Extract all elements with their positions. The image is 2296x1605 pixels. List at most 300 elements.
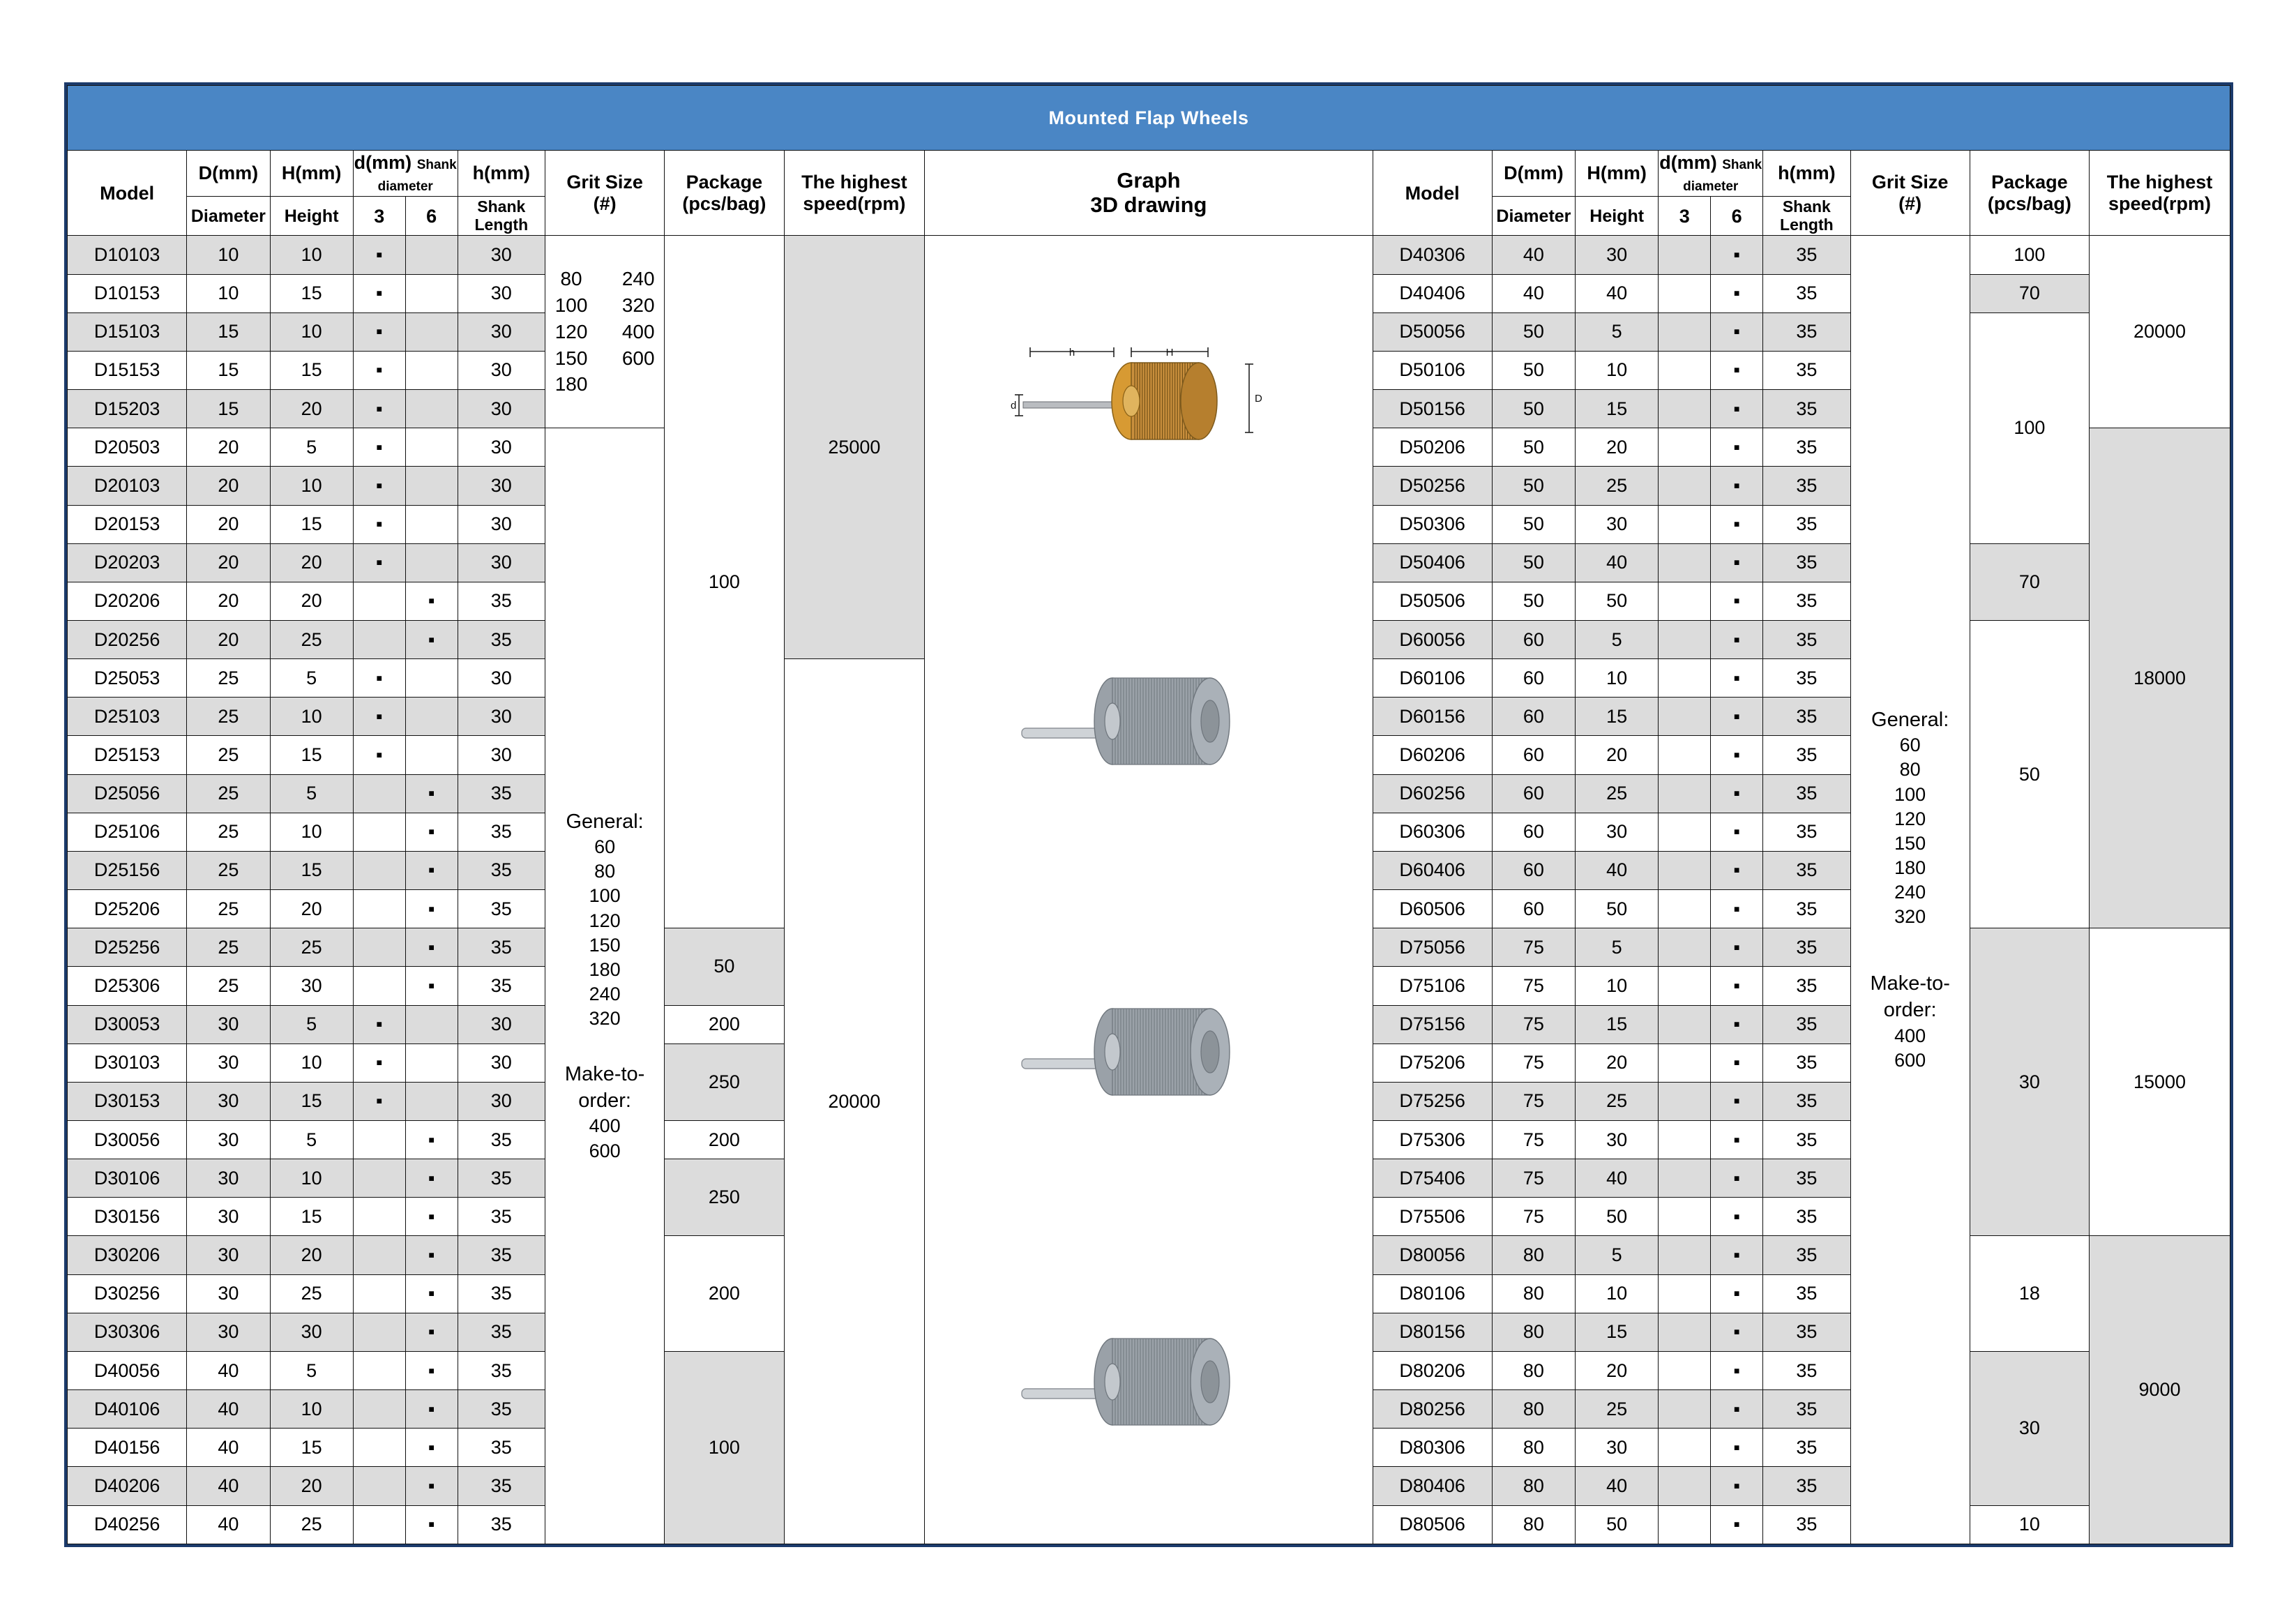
shank3-cell-left bbox=[353, 1467, 405, 1505]
shank3-cell-right bbox=[1659, 390, 1711, 428]
grit-cell-right: General: 60 80 100 120 150 180 240 320 Make-to- order: 400 600 bbox=[1850, 236, 1970, 1544]
package-cell-right: 30 bbox=[1970, 1351, 2089, 1505]
height-cell-right: 10 bbox=[1576, 1274, 1659, 1313]
shank6-cell-right: ▪ bbox=[1711, 1467, 1763, 1505]
shank3-cell-right bbox=[1659, 813, 1711, 851]
height-cell-left: 5 bbox=[270, 1121, 353, 1159]
height-cell-right: 30 bbox=[1576, 505, 1659, 543]
model-cell-left: D40106 bbox=[68, 1390, 187, 1429]
height-cell-right: 50 bbox=[1576, 582, 1659, 620]
height-cell-right: 20 bbox=[1576, 736, 1659, 774]
model-cell-right: D80256 bbox=[1373, 1390, 1492, 1429]
shank-length-cell-right: 35 bbox=[1763, 698, 1850, 736]
speed-cell-right: 18000 bbox=[2090, 428, 2230, 928]
shank-length-cell-right: 35 bbox=[1763, 312, 1850, 351]
model-cell-right: D60306 bbox=[1373, 813, 1492, 851]
shank6-cell-right: ▪ bbox=[1711, 1313, 1763, 1351]
shank6-cell-right: ▪ bbox=[1711, 928, 1763, 967]
diameter-cell-right: 60 bbox=[1492, 698, 1575, 736]
shank3-cell-left: ▪ bbox=[353, 698, 405, 736]
height-cell-right: 30 bbox=[1576, 1429, 1659, 1467]
diameter-cell-right: 50 bbox=[1492, 505, 1575, 543]
shank-length-cell-left: 30 bbox=[458, 236, 545, 274]
diameter-cell-right: 60 bbox=[1492, 890, 1575, 928]
model-cell-left: D20256 bbox=[68, 620, 187, 658]
header-model-right: Model bbox=[1373, 151, 1492, 236]
shank-length-cell-left: 35 bbox=[458, 620, 545, 658]
model-cell-right: D75306 bbox=[1373, 1121, 1492, 1159]
shank3-cell-right bbox=[1659, 1236, 1711, 1274]
shank6-cell-right: ▪ bbox=[1711, 390, 1763, 428]
diameter-cell-left: 30 bbox=[187, 1005, 270, 1043]
shank6-cell-left bbox=[405, 390, 458, 428]
model-cell-right: D60406 bbox=[1373, 851, 1492, 889]
header-d-left: D(mm) bbox=[187, 151, 270, 197]
header-height-left: Height bbox=[270, 197, 353, 236]
diameter-cell-left: 15 bbox=[187, 351, 270, 389]
diameter-cell-right: 50 bbox=[1492, 390, 1575, 428]
height-cell-left: 15 bbox=[270, 1082, 353, 1120]
svg-text:d: d bbox=[1010, 400, 1017, 412]
height-cell-right: 10 bbox=[1576, 351, 1659, 389]
height-cell-left: 15 bbox=[270, 1198, 353, 1236]
diameter-cell-right: 75 bbox=[1492, 1005, 1575, 1043]
shank-length-cell-right: 35 bbox=[1763, 813, 1850, 851]
shank-length-cell-left: 35 bbox=[458, 1467, 545, 1505]
diameter-cell-left: 30 bbox=[187, 1082, 270, 1120]
height-cell-left: 15 bbox=[270, 274, 353, 312]
diameter-cell-right: 75 bbox=[1492, 1043, 1575, 1082]
model-cell-left: D25106 bbox=[68, 813, 187, 851]
height-cell-left: 20 bbox=[270, 390, 353, 428]
shank6-cell-right: ▪ bbox=[1711, 1236, 1763, 1274]
shank-length-cell-left: 30 bbox=[458, 1043, 545, 1082]
model-cell-right: D60206 bbox=[1373, 736, 1492, 774]
height-cell-right: 25 bbox=[1576, 467, 1659, 505]
height-cell-left: 10 bbox=[270, 236, 353, 274]
model-cell-right: D50106 bbox=[1373, 351, 1492, 389]
diameter-cell-right: 60 bbox=[1492, 774, 1575, 813]
diameter-cell-left: 25 bbox=[187, 698, 270, 736]
model-cell-right: D50056 bbox=[1373, 312, 1492, 351]
shank6-cell-right: ▪ bbox=[1711, 312, 1763, 351]
diameter-cell-left: 30 bbox=[187, 1159, 270, 1198]
shank-length-cell-right: 35 bbox=[1763, 543, 1850, 582]
diameter-cell-left: 25 bbox=[187, 774, 270, 813]
model-cell-right: D50306 bbox=[1373, 505, 1492, 543]
shank6-cell-left: ▪ bbox=[405, 1351, 458, 1389]
shank3-cell-left bbox=[353, 1159, 405, 1198]
model-cell-left: D25156 bbox=[68, 851, 187, 889]
height-cell-right: 5 bbox=[1576, 928, 1659, 967]
table-row bbox=[68, 236, 2230, 274]
model-cell-left: D20103 bbox=[68, 467, 187, 505]
shank-length-cell-left: 30 bbox=[458, 1005, 545, 1043]
height-cell-left: 5 bbox=[270, 774, 353, 813]
shank-length-cell-left: 35 bbox=[458, 1274, 545, 1313]
diameter-cell-left: 20 bbox=[187, 620, 270, 658]
height-cell-left: 25 bbox=[270, 1274, 353, 1313]
shank-length-cell-left: 35 bbox=[458, 1390, 545, 1429]
shank6-cell-right: ▪ bbox=[1711, 274, 1763, 312]
model-cell-left: D20503 bbox=[68, 428, 187, 467]
model-cell-left: D15153 bbox=[68, 351, 187, 389]
shank3-cell-left: ▪ bbox=[353, 1082, 405, 1120]
diameter-cell-right: 60 bbox=[1492, 659, 1575, 698]
diameter-cell-right: 75 bbox=[1492, 1159, 1575, 1198]
flap-wheel-3d-icon bbox=[1009, 645, 1288, 791]
model-cell-right: D75206 bbox=[1373, 1043, 1492, 1082]
shank6-cell-right: ▪ bbox=[1711, 1005, 1763, 1043]
shank3-cell-left: ▪ bbox=[353, 467, 405, 505]
height-cell-left: 15 bbox=[270, 505, 353, 543]
height-cell-left: 10 bbox=[270, 312, 353, 351]
model-cell-right: D75256 bbox=[1373, 1082, 1492, 1120]
shank3-cell-right bbox=[1659, 736, 1711, 774]
shank3-cell-left: ▪ bbox=[353, 1005, 405, 1043]
height-cell-left: 25 bbox=[270, 1505, 353, 1544]
shank3-cell-left: ▪ bbox=[353, 736, 405, 774]
diameter-cell-right: 50 bbox=[1492, 428, 1575, 467]
shank6-cell-left: ▪ bbox=[405, 774, 458, 813]
height-cell-right: 20 bbox=[1576, 1043, 1659, 1082]
diameter-cell-left: 15 bbox=[187, 312, 270, 351]
shank3-cell-left bbox=[353, 1198, 405, 1236]
height-cell-left: 10 bbox=[270, 813, 353, 851]
shank6-cell-left bbox=[405, 312, 458, 351]
diameter-cell-right: 50 bbox=[1492, 582, 1575, 620]
diameter-cell-left: 40 bbox=[187, 1467, 270, 1505]
height-cell-left: 25 bbox=[270, 928, 353, 967]
shank3-cell-right bbox=[1659, 1121, 1711, 1159]
height-cell-right: 20 bbox=[1576, 428, 1659, 467]
dimension-diagram-icon bbox=[1009, 328, 1288, 460]
shank3-cell-right bbox=[1659, 236, 1711, 274]
shank-length-cell-right: 35 bbox=[1763, 851, 1850, 889]
model-cell-right: D50156 bbox=[1373, 390, 1492, 428]
height-cell-right: 40 bbox=[1576, 543, 1659, 582]
shank-length-cell-left: 35 bbox=[458, 890, 545, 928]
page-title: Mounted Flap Wheels bbox=[68, 86, 2230, 151]
height-cell-left: 5 bbox=[270, 1351, 353, 1389]
model-cell-right: D40306 bbox=[1373, 236, 1492, 274]
model-cell-left: D25056 bbox=[68, 774, 187, 813]
height-cell-left: 15 bbox=[270, 851, 353, 889]
header-shank6-left: 6 bbox=[405, 197, 458, 236]
shank6-cell-right: ▪ bbox=[1711, 659, 1763, 698]
header-shank-d-right: d(mm) Shank diameter bbox=[1659, 151, 1763, 197]
shank-length-cell-right: 35 bbox=[1763, 351, 1850, 389]
package-cell-left: 250 bbox=[665, 1159, 784, 1236]
model-cell-left: D30106 bbox=[68, 1159, 187, 1198]
shank6-cell-left bbox=[405, 467, 458, 505]
grit-cell-left: 80 100 120 150 180 240 320 400 600 bbox=[545, 236, 665, 428]
shank3-cell-right bbox=[1659, 1390, 1711, 1429]
diameter-cell-right: 40 bbox=[1492, 236, 1575, 274]
shank-length-cell-right: 35 bbox=[1763, 1313, 1850, 1351]
diameter-cell-left: 20 bbox=[187, 505, 270, 543]
header-d-right: D(mm) bbox=[1492, 151, 1575, 197]
shank-length-cell-left: 35 bbox=[458, 1159, 545, 1198]
header-height-right: Height bbox=[1576, 197, 1659, 236]
shank6-cell-left: ▪ bbox=[405, 890, 458, 928]
height-cell-left: 10 bbox=[270, 1159, 353, 1198]
height-cell-left: 20 bbox=[270, 582, 353, 620]
shank-length-cell-right: 35 bbox=[1763, 390, 1850, 428]
shank3-cell-right bbox=[1659, 543, 1711, 582]
header-h-right: H(mm) bbox=[1576, 151, 1659, 197]
package-cell-right: 30 bbox=[1970, 928, 2089, 1236]
model-cell-right: D40406 bbox=[1373, 274, 1492, 312]
shank-length-cell-right: 35 bbox=[1763, 1274, 1850, 1313]
shank3-cell-left bbox=[353, 1429, 405, 1467]
model-cell-left: D30056 bbox=[68, 1121, 187, 1159]
shank3-cell-right bbox=[1659, 1198, 1711, 1236]
shank-length-cell-left: 30 bbox=[458, 543, 545, 582]
height-cell-right: 5 bbox=[1576, 312, 1659, 351]
diameter-cell-right: 75 bbox=[1492, 1082, 1575, 1120]
shank6-cell-left: ▪ bbox=[405, 1467, 458, 1505]
diameter-cell-left: 30 bbox=[187, 1198, 270, 1236]
flap-wheel-3d-icon bbox=[1009, 975, 1288, 1122]
package-cell-right: 100 bbox=[1970, 236, 2089, 274]
diameter-cell-left: 40 bbox=[187, 1390, 270, 1429]
model-cell-right: D80406 bbox=[1373, 1467, 1492, 1505]
shank-length-cell-left: 35 bbox=[458, 1429, 545, 1467]
shank-length-cell-left: 35 bbox=[458, 851, 545, 889]
shank6-cell-right: ▪ bbox=[1711, 774, 1763, 813]
height-cell-right: 10 bbox=[1576, 659, 1659, 698]
diameter-cell-right: 80 bbox=[1492, 1467, 1575, 1505]
shank-length-cell-left: 35 bbox=[458, 967, 545, 1005]
header-grit-right: Grit Size (#) bbox=[1850, 151, 1970, 236]
flap-wheels-table bbox=[67, 85, 2230, 1544]
shank-length-cell-right: 35 bbox=[1763, 582, 1850, 620]
shank-length-cell-right: 35 bbox=[1763, 505, 1850, 543]
height-cell-right: 40 bbox=[1576, 851, 1659, 889]
shank6-cell-left: ▪ bbox=[405, 967, 458, 1005]
diameter-cell-left: 25 bbox=[187, 928, 270, 967]
model-cell-right: D50256 bbox=[1373, 467, 1492, 505]
shank3-cell-left: ▪ bbox=[353, 543, 405, 582]
speed-cell-left: 25000 bbox=[784, 236, 925, 659]
package-cell-right: 50 bbox=[1970, 620, 2089, 928]
shank3-cell-right bbox=[1659, 351, 1711, 389]
package-cell-right: 10 bbox=[1970, 1505, 2089, 1544]
height-cell-right: 40 bbox=[1576, 1467, 1659, 1505]
shank3-cell-right bbox=[1659, 1429, 1711, 1467]
shank6-cell-right: ▪ bbox=[1711, 967, 1763, 1005]
diameter-cell-left: 30 bbox=[187, 1313, 270, 1351]
header-grit-left: Grit Size (#) bbox=[545, 151, 665, 236]
shank6-cell-left: ▪ bbox=[405, 1198, 458, 1236]
diameter-cell-left: 40 bbox=[187, 1351, 270, 1389]
model-cell-right: D75506 bbox=[1373, 1198, 1492, 1236]
height-cell-right: 30 bbox=[1576, 236, 1659, 274]
diameter-cell-left: 10 bbox=[187, 236, 270, 274]
shank3-cell-left bbox=[353, 1121, 405, 1159]
header-model-left: Model bbox=[68, 151, 187, 236]
shank6-cell-left: ▪ bbox=[405, 620, 458, 658]
shank6-cell-right: ▪ bbox=[1711, 467, 1763, 505]
shank-length-cell-right: 35 bbox=[1763, 428, 1850, 467]
shank3-cell-right bbox=[1659, 582, 1711, 620]
flap-wheel-3d-icon bbox=[1009, 1305, 1288, 1452]
shank6-cell-right: ▪ bbox=[1711, 1505, 1763, 1544]
shank-length-cell-left: 30 bbox=[458, 274, 545, 312]
shank-length-cell-right: 35 bbox=[1763, 736, 1850, 774]
model-cell-left: D30206 bbox=[68, 1236, 187, 1274]
height-cell-right: 40 bbox=[1576, 274, 1659, 312]
shank3-cell-left: ▪ bbox=[353, 236, 405, 274]
height-cell-left: 25 bbox=[270, 620, 353, 658]
package-cell-right: 18 bbox=[1970, 1236, 2089, 1351]
shank3-cell-right bbox=[1659, 774, 1711, 813]
diameter-cell-left: 15 bbox=[187, 390, 270, 428]
shank-length-cell-left: 30 bbox=[458, 312, 545, 351]
shank3-cell-right bbox=[1659, 312, 1711, 351]
shank-length-cell-right: 35 bbox=[1763, 1390, 1850, 1429]
shank6-cell-left: ▪ bbox=[405, 1159, 458, 1198]
model-cell-right: D50506 bbox=[1373, 582, 1492, 620]
speed-cell-left: 20000 bbox=[784, 659, 925, 1544]
shank-length-cell-left: 35 bbox=[458, 1198, 545, 1236]
shank6-cell-right: ▪ bbox=[1711, 543, 1763, 582]
shank3-cell-left: ▪ bbox=[353, 312, 405, 351]
shank3-cell-right bbox=[1659, 1043, 1711, 1082]
shank3-cell-right bbox=[1659, 1005, 1711, 1043]
model-cell-left: D10103 bbox=[68, 236, 187, 274]
speed-cell-right: 20000 bbox=[2090, 236, 2230, 428]
height-cell-left: 10 bbox=[270, 467, 353, 505]
header-shank3-right: 3 bbox=[1659, 197, 1711, 236]
shank6-cell-left bbox=[405, 698, 458, 736]
model-cell-right: D75106 bbox=[1373, 967, 1492, 1005]
diameter-cell-right: 80 bbox=[1492, 1429, 1575, 1467]
height-cell-right: 25 bbox=[1576, 774, 1659, 813]
height-cell-right: 30 bbox=[1576, 1121, 1659, 1159]
shank-length-cell-right: 35 bbox=[1763, 1043, 1850, 1082]
shank3-cell-right bbox=[1659, 1274, 1711, 1313]
model-cell-left: D40256 bbox=[68, 1505, 187, 1544]
shank6-cell-left bbox=[405, 236, 458, 274]
shank6-cell-right: ▪ bbox=[1711, 813, 1763, 851]
diameter-cell-left: 25 bbox=[187, 736, 270, 774]
diameter-cell-left: 20 bbox=[187, 428, 270, 467]
header-package-left: Package (pcs/bag) bbox=[665, 151, 784, 236]
diameter-cell-right: 75 bbox=[1492, 967, 1575, 1005]
svg-text:D: D bbox=[1254, 393, 1262, 405]
model-cell-left: D25306 bbox=[68, 967, 187, 1005]
height-cell-left: 5 bbox=[270, 428, 353, 467]
model-cell-left: D30103 bbox=[68, 1043, 187, 1082]
shank3-cell-right bbox=[1659, 1505, 1711, 1544]
height-cell-right: 15 bbox=[1576, 1005, 1659, 1043]
diameter-cell-left: 30 bbox=[187, 1274, 270, 1313]
shank3-cell-right bbox=[1659, 274, 1711, 312]
height-cell-left: 15 bbox=[270, 736, 353, 774]
shank6-cell-left: ▪ bbox=[405, 813, 458, 851]
model-cell-right: D60256 bbox=[1373, 774, 1492, 813]
shank6-cell-left bbox=[405, 1082, 458, 1120]
diameter-cell-left: 20 bbox=[187, 582, 270, 620]
height-cell-right: 15 bbox=[1576, 390, 1659, 428]
diameter-cell-left: 30 bbox=[187, 1043, 270, 1082]
height-cell-left: 20 bbox=[270, 1467, 353, 1505]
height-cell-right: 10 bbox=[1576, 967, 1659, 1005]
shank3-cell-left bbox=[353, 582, 405, 620]
diameter-cell-right: 50 bbox=[1492, 467, 1575, 505]
model-cell-left: D20153 bbox=[68, 505, 187, 543]
shank-length-cell-right: 35 bbox=[1763, 1121, 1850, 1159]
shank3-cell-right bbox=[1659, 505, 1711, 543]
diameter-cell-left: 40 bbox=[187, 1505, 270, 1544]
diameter-cell-right: 75 bbox=[1492, 1121, 1575, 1159]
height-cell-right: 15 bbox=[1576, 698, 1659, 736]
height-cell-left: 30 bbox=[270, 1313, 353, 1351]
diameter-cell-right: 50 bbox=[1492, 543, 1575, 582]
shank6-cell-right: ▪ bbox=[1711, 1159, 1763, 1198]
height-cell-left: 15 bbox=[270, 1429, 353, 1467]
header-diameter-right: Diameter bbox=[1492, 197, 1575, 236]
shank-length-cell-left: 30 bbox=[458, 659, 545, 698]
model-cell-left: D25256 bbox=[68, 928, 187, 967]
header-speed-left: The highest speed(rpm) bbox=[784, 151, 925, 236]
model-cell-right: D75056 bbox=[1373, 928, 1492, 967]
header-diameter-left: Diameter bbox=[187, 197, 270, 236]
shank6-cell-right: ▪ bbox=[1711, 698, 1763, 736]
height-cell-right: 5 bbox=[1576, 1236, 1659, 1274]
height-cell-right: 30 bbox=[1576, 813, 1659, 851]
model-cell-left: D30256 bbox=[68, 1274, 187, 1313]
height-cell-right: 20 bbox=[1576, 1351, 1659, 1389]
shank6-cell-right: ▪ bbox=[1711, 1390, 1763, 1429]
shank6-cell-left bbox=[405, 1005, 458, 1043]
package-cell-left: 200 bbox=[665, 1236, 784, 1351]
shank3-cell-left bbox=[353, 620, 405, 658]
model-cell-left: D15203 bbox=[68, 390, 187, 428]
shank6-cell-left bbox=[405, 1043, 458, 1082]
model-cell-left: D25206 bbox=[68, 890, 187, 928]
header-graph: Graph 3D drawing bbox=[925, 151, 1373, 236]
header-shank-h-right: h(mm) bbox=[1763, 151, 1850, 197]
shank6-cell-right: ▪ bbox=[1711, 1043, 1763, 1082]
header-shank-d-left: d(mm) Shank diameter bbox=[353, 151, 458, 197]
diameter-cell-left: 20 bbox=[187, 467, 270, 505]
height-cell-left: 20 bbox=[270, 1236, 353, 1274]
svg-text:h: h bbox=[1068, 347, 1075, 359]
model-cell-left: D20203 bbox=[68, 543, 187, 582]
model-cell-left: D25103 bbox=[68, 698, 187, 736]
header-shanklength-left: Shank Length bbox=[458, 197, 545, 236]
diameter-cell-right: 80 bbox=[1492, 1236, 1575, 1274]
shank3-cell-left bbox=[353, 967, 405, 1005]
shank3-cell-right bbox=[1659, 428, 1711, 467]
model-cell-right: D75406 bbox=[1373, 1159, 1492, 1198]
shank6-cell-left bbox=[405, 543, 458, 582]
shank-length-cell-right: 35 bbox=[1763, 1005, 1850, 1043]
model-cell-left: D25053 bbox=[68, 659, 187, 698]
shank6-cell-right: ▪ bbox=[1711, 582, 1763, 620]
shank6-cell-right: ▪ bbox=[1711, 890, 1763, 928]
grit-cell-left: General: 60 80 100 120 150 180 240 320 Make-to- order: 400 600 bbox=[545, 428, 665, 1544]
package-cell-left: 250 bbox=[665, 1043, 784, 1120]
shank3-cell-left bbox=[353, 774, 405, 813]
header-h-left: H(mm) bbox=[270, 151, 353, 197]
shank3-cell-left bbox=[353, 1351, 405, 1389]
shank-length-cell-right: 35 bbox=[1763, 1351, 1850, 1389]
diameter-cell-left: 25 bbox=[187, 813, 270, 851]
